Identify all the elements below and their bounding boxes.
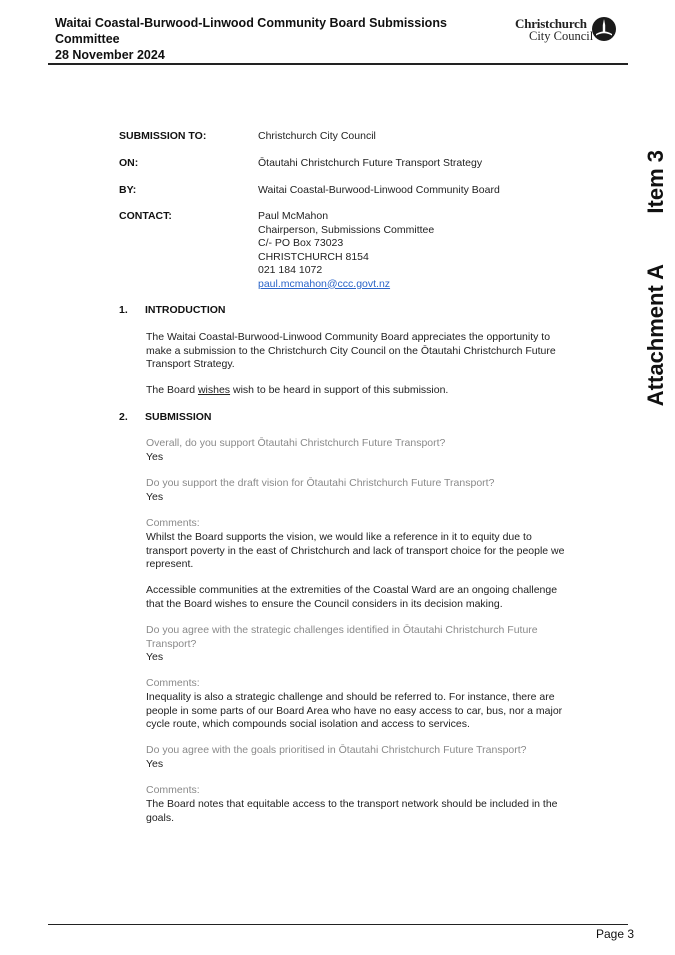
comment-2-paragraph-2: Accessible communities at the extremities of the Coastal Ward are an ongoing challenge that the Board wishes to ensure the Council considers in its decision making.	[146, 584, 558, 610]
on-label: ON:	[119, 157, 139, 169]
header-divider	[48, 63, 628, 65]
by-value: Waitai Coastal-Burwood-Linwood Community Board	[258, 184, 500, 196]
section-number: 1.	[119, 304, 128, 316]
cathedral-logo-icon	[591, 16, 617, 42]
answer-3: Yes	[146, 651, 164, 663]
comment-4-paragraph: The Board notes that equitable access to the transport network should be included in the goals.	[146, 798, 558, 824]
answer-1: Yes	[146, 451, 164, 463]
heard-text-start: The Board	[146, 384, 198, 396]
contact-email-link[interactable]: paul.mcmahon@ccc.govt.nz	[258, 277, 391, 290]
header-title-line2: Committee	[55, 32, 120, 46]
question-4: Do you agree with the goals prioritised in Ōtautahi Christchurch Future Transport?	[146, 744, 527, 756]
submission-to-value: Christchurch City Council	[258, 130, 376, 142]
header-date: 28 November 2024	[55, 48, 165, 62]
answer-2: Yes	[146, 491, 164, 503]
logo-text-line1: Christchurch	[515, 16, 587, 31]
council-logo	[515, 16, 620, 44]
contact-po-box: C/- PO Box 73023	[258, 237, 344, 249]
comments-label-2: Comments:	[146, 517, 200, 529]
heard-paragraph	[146, 384, 566, 398]
side-item-label: Item 3	[643, 150, 668, 214]
contact-city: CHRISTCHURCH 8154	[258, 250, 369, 263]
document-header	[55, 15, 475, 63]
comment-2-paragraph-1: Whilst the Board supports the vision, we would like a reference in it to equity due to transport poverty in the east of Christchurch and lack of transport choice for the people we represent.	[146, 531, 565, 570]
side-labels	[643, 150, 671, 420]
contact-phone: 021 184 1072	[258, 264, 323, 276]
submission-to-label: SUBMISSION TO:	[119, 130, 207, 142]
introduction-paragraph: The Waitai Coastal-Burwood-Linwood Community Board appreciates the opportunity to make a submission to the Christchurch City Council on the Ōtautahi Christchurch Future Transport Strategy.	[146, 331, 556, 370]
section-number: 2.	[119, 411, 128, 423]
contact-name: Paul McMahon	[258, 210, 329, 222]
question-1: Overall, do you support Ōtautahi Christchurch Future Transport?	[146, 437, 446, 449]
section-title: INTRODUCTION	[145, 304, 226, 316]
heard-text-end: wish to be heard in support of this submission.	[230, 384, 449, 396]
question-2: Do you support the draft vision for Ōtautahi Christchurch Future Transport?	[146, 477, 495, 489]
contact-role: Chairperson, Submissions Committee	[258, 223, 435, 236]
header-title-line1: Waitai Coastal-Burwood-Linwood Community Board Submissions	[55, 16, 447, 30]
page-number: Page 3	[596, 927, 635, 941]
footer-divider	[48, 924, 628, 925]
answer-4: Yes	[146, 758, 164, 770]
question-3: Do you agree with the strategic challenges identified in Ōtautahi Christchurch Future Transport?	[146, 624, 538, 650]
side-attachment-label: Attachment A	[643, 264, 668, 407]
comment-3-paragraph: Inequality is also a strategic challenge and should be referred to. For instance, there are people in some parts of our Board Area who have no easy access to car, bus, nor a major cycle route, which compounds social isolation and access to services.	[146, 691, 563, 730]
comments-label-3: Comments:	[146, 677, 200, 689]
heard-wishes-underlined: wishes	[197, 384, 231, 396]
comments-label-4: Comments:	[146, 784, 200, 796]
on-value: Ōtautahi Christchurch Future Transport Strategy	[258, 157, 483, 169]
logo-text-line2: City Council	[529, 29, 594, 43]
contact-value	[258, 210, 434, 291]
contact-label: CONTACT:	[119, 210, 172, 222]
section-title: SUBMISSION	[145, 411, 212, 423]
by-label: BY:	[119, 184, 137, 196]
